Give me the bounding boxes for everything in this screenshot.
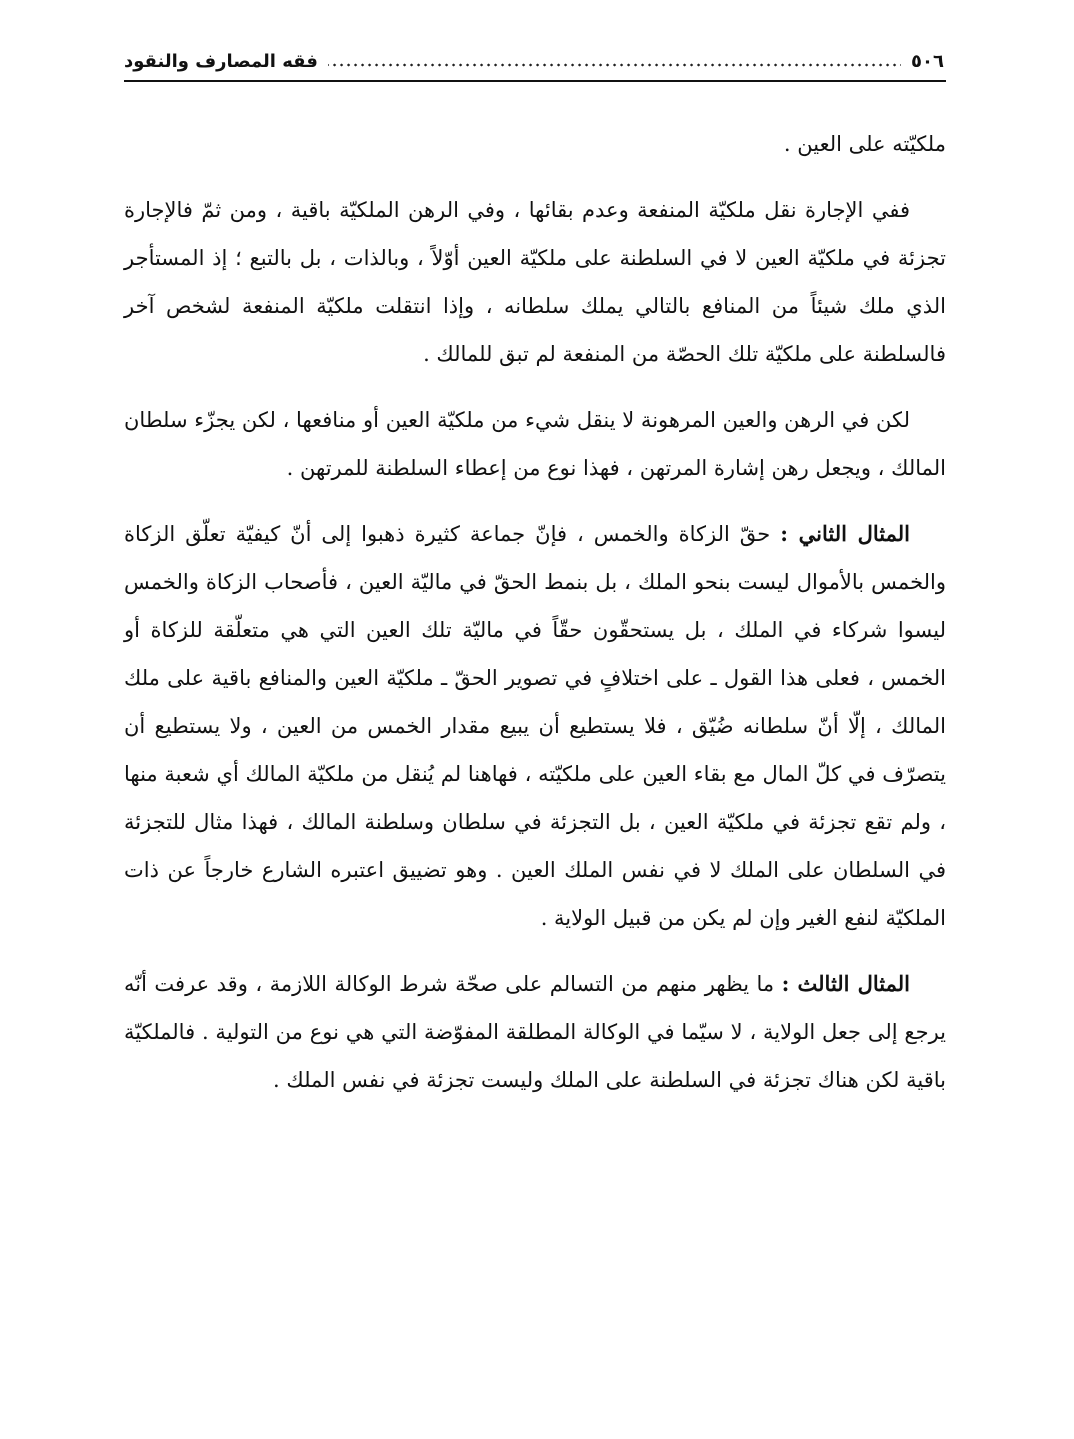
example-heading: المثال الثالث : [781, 971, 910, 996]
running-header [124, 38, 946, 74]
paragraph-1 [124, 120, 946, 168]
body-text [124, 120, 946, 1104]
paragraph-3 [124, 396, 946, 492]
page-number: ٥٠٦ [911, 51, 944, 72]
paragraph-example-3 [124, 960, 946, 1104]
paragraph-2 [124, 186, 946, 378]
paragraph-text: ما يظهر منهم من التسالم على صحّة شرط الوكالة اللازمة ، وقد عرفت أنّه يرجع إلى جعل الولاية ، لا سيّما في الوكالة المطلقة المفوّضة التي هي نوع من التولية . فالملكيّة باقية لكن هناك تجزئة في السلطنة على الملك وليست تجزئة في نفس الملك . [124, 972, 946, 1092]
book-title: فقه المصارف والنقود [124, 51, 318, 72]
paragraph-text: ملكيّته على العين . [783, 132, 946, 156]
header-dot-leader [328, 62, 901, 68]
paragraph-text: ففي الإجارة نقل ملكيّة المنفعة وعدم بقائها ، وفي الرهن الملكيّة باقية ، ومن ثمّ فالإجارة تجزئة في ملكيّة العين لا في السلطنة على ملكيّة العين أوّلاً ، وبالذات ، بل بالتبع ؛ إذ المستأجر الذي ملك شيئاً من المنافع بالتالي يملك سلطانه ، وإذا انتقلت ملكيّة المنفعة لشخص آخر فالسلطنة على ملكيّة تلك الحصّة من المنفعة لم تبق للمالك . [124, 198, 946, 366]
paragraph-text: حقّ الزكاة والخمس ، فإنّ جماعة كثيرة ذهبوا إلى أنّ كيفيّة تعلّق الزكاة والخمس بالأموال ليست بنحو الملك ، بل بنمط الحقّ في ماليّة العين ، فأصحاب الزكاة والخمس ليسوا شركاء في الملك ، بل يستحقّون حقّاً في ماليّة تلك العين التي هي متعلّقة للزكاة أو الخمس ، فعلى هذا القول ـ على اختلافٍ في تصوير الحقّ ـ ملكيّة العين والمنافع باقية على ملك المالك ، إلّا أنّ سلطانه ضُيّق ، فلا يستطيع أن يبيع مقدار الخمس من العين ، ولا يستطيع أن يتصرّف في كلّ المال مع بقاء العين على ملكيّته ، فهاهنا لم يُنقل من ملكيّة المالك أي شعبة منها ، ولم تقع تجزئة في ملكيّة العين ، بل التجزئة في سلطان وسلطنة المالك ، فهذا مثال للتجزئة في السلطان على الملك لا في نفس الملك العين . وهو تضييق اعتبره الشارع خارجاً عن ذات الملكيّة لنفع الغير وإن لم يكن من قبيل الولاية . [124, 522, 946, 930]
example-heading: المثال الثاني : [780, 521, 910, 546]
header-rule [124, 80, 946, 82]
paragraph-example-2 [124, 510, 946, 942]
paragraph-text: لكن في الرهن والعين المرهونة لا ينقل شيء من ملكيّة العين أو منافعها ، لكن يجزّء سلطان المالك ، ويجعل رهن إشارة المرتهن ، فهذا نوع من إعطاء السلطنة للمرتهن . [124, 408, 946, 480]
